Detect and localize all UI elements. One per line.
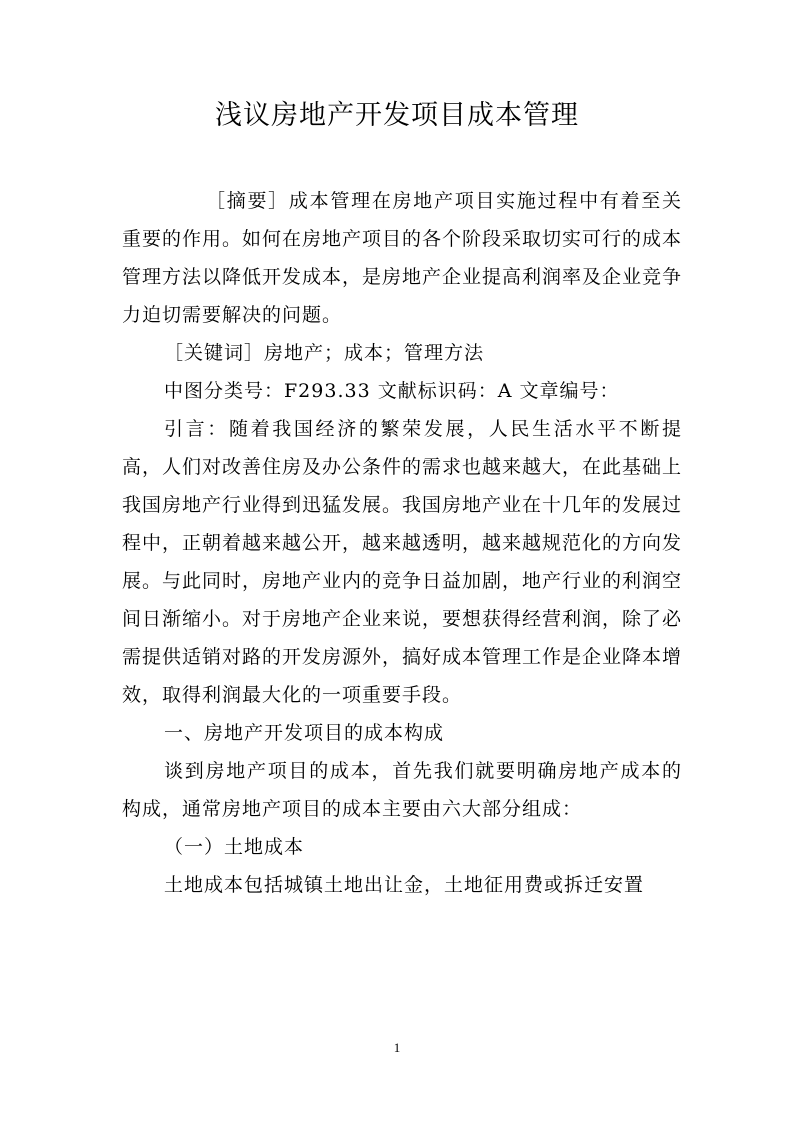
introduction-paragraph: 引言：随着我国经济的繁荣发展，人民生活水平不断提高，人们对改善住房及办公条件的需求也越来越大，在此基础上我国房地产行业得到迅猛发展。我国房地产业在十几年的发展过程中，正朝着越来越公开，越来越透明，越来越规范化的方向发展。与此同时，房地产业内的竞争日益加剧，地产行业的利润空间日渐缩小。对于房地产企业来说，要想获得经营利润，除了必需提供适销对路的开发房源外，搞好成本管理工作是企业降本增效，取得利润最大化的一项重要手段。 — [122, 418, 683, 706]
page-number: 1 — [393, 1040, 401, 1055]
classification-line: 中图分类号：F293.33 文献标识码：A 文章编号： — [164, 380, 620, 402]
section-paragraph: 谈到房地产项目的成本，首先我们就要明确房地产成本的构成，通常房地产项目的成本主要由六大部分组成： — [122, 760, 682, 820]
subsection-heading: （一）土地成本 — [164, 836, 305, 858]
section-heading: 一、房地产开发项目的成本构成 — [164, 722, 445, 744]
subsection-paragraph: 土地成本包括城镇土地出让金，土地征用费或拆迁安置 — [164, 874, 645, 896]
document-body — [122, 182, 682, 904]
abstract-paragraph: ［摘要］成本管理在房地产项目实施过程中有着至关重要的作用。如何在房地产项目的各个阶段采取切实可行的成本管理方法以降低开发成本，是房地产企业提高利润率及企业竞争力迫切需要解决的问题。 — [122, 190, 683, 326]
keywords-line: ［关键词］房地产；成本；管理方法 — [164, 342, 485, 364]
document-title: 浅议房地产开发项目成本管理 — [215, 100, 579, 131]
